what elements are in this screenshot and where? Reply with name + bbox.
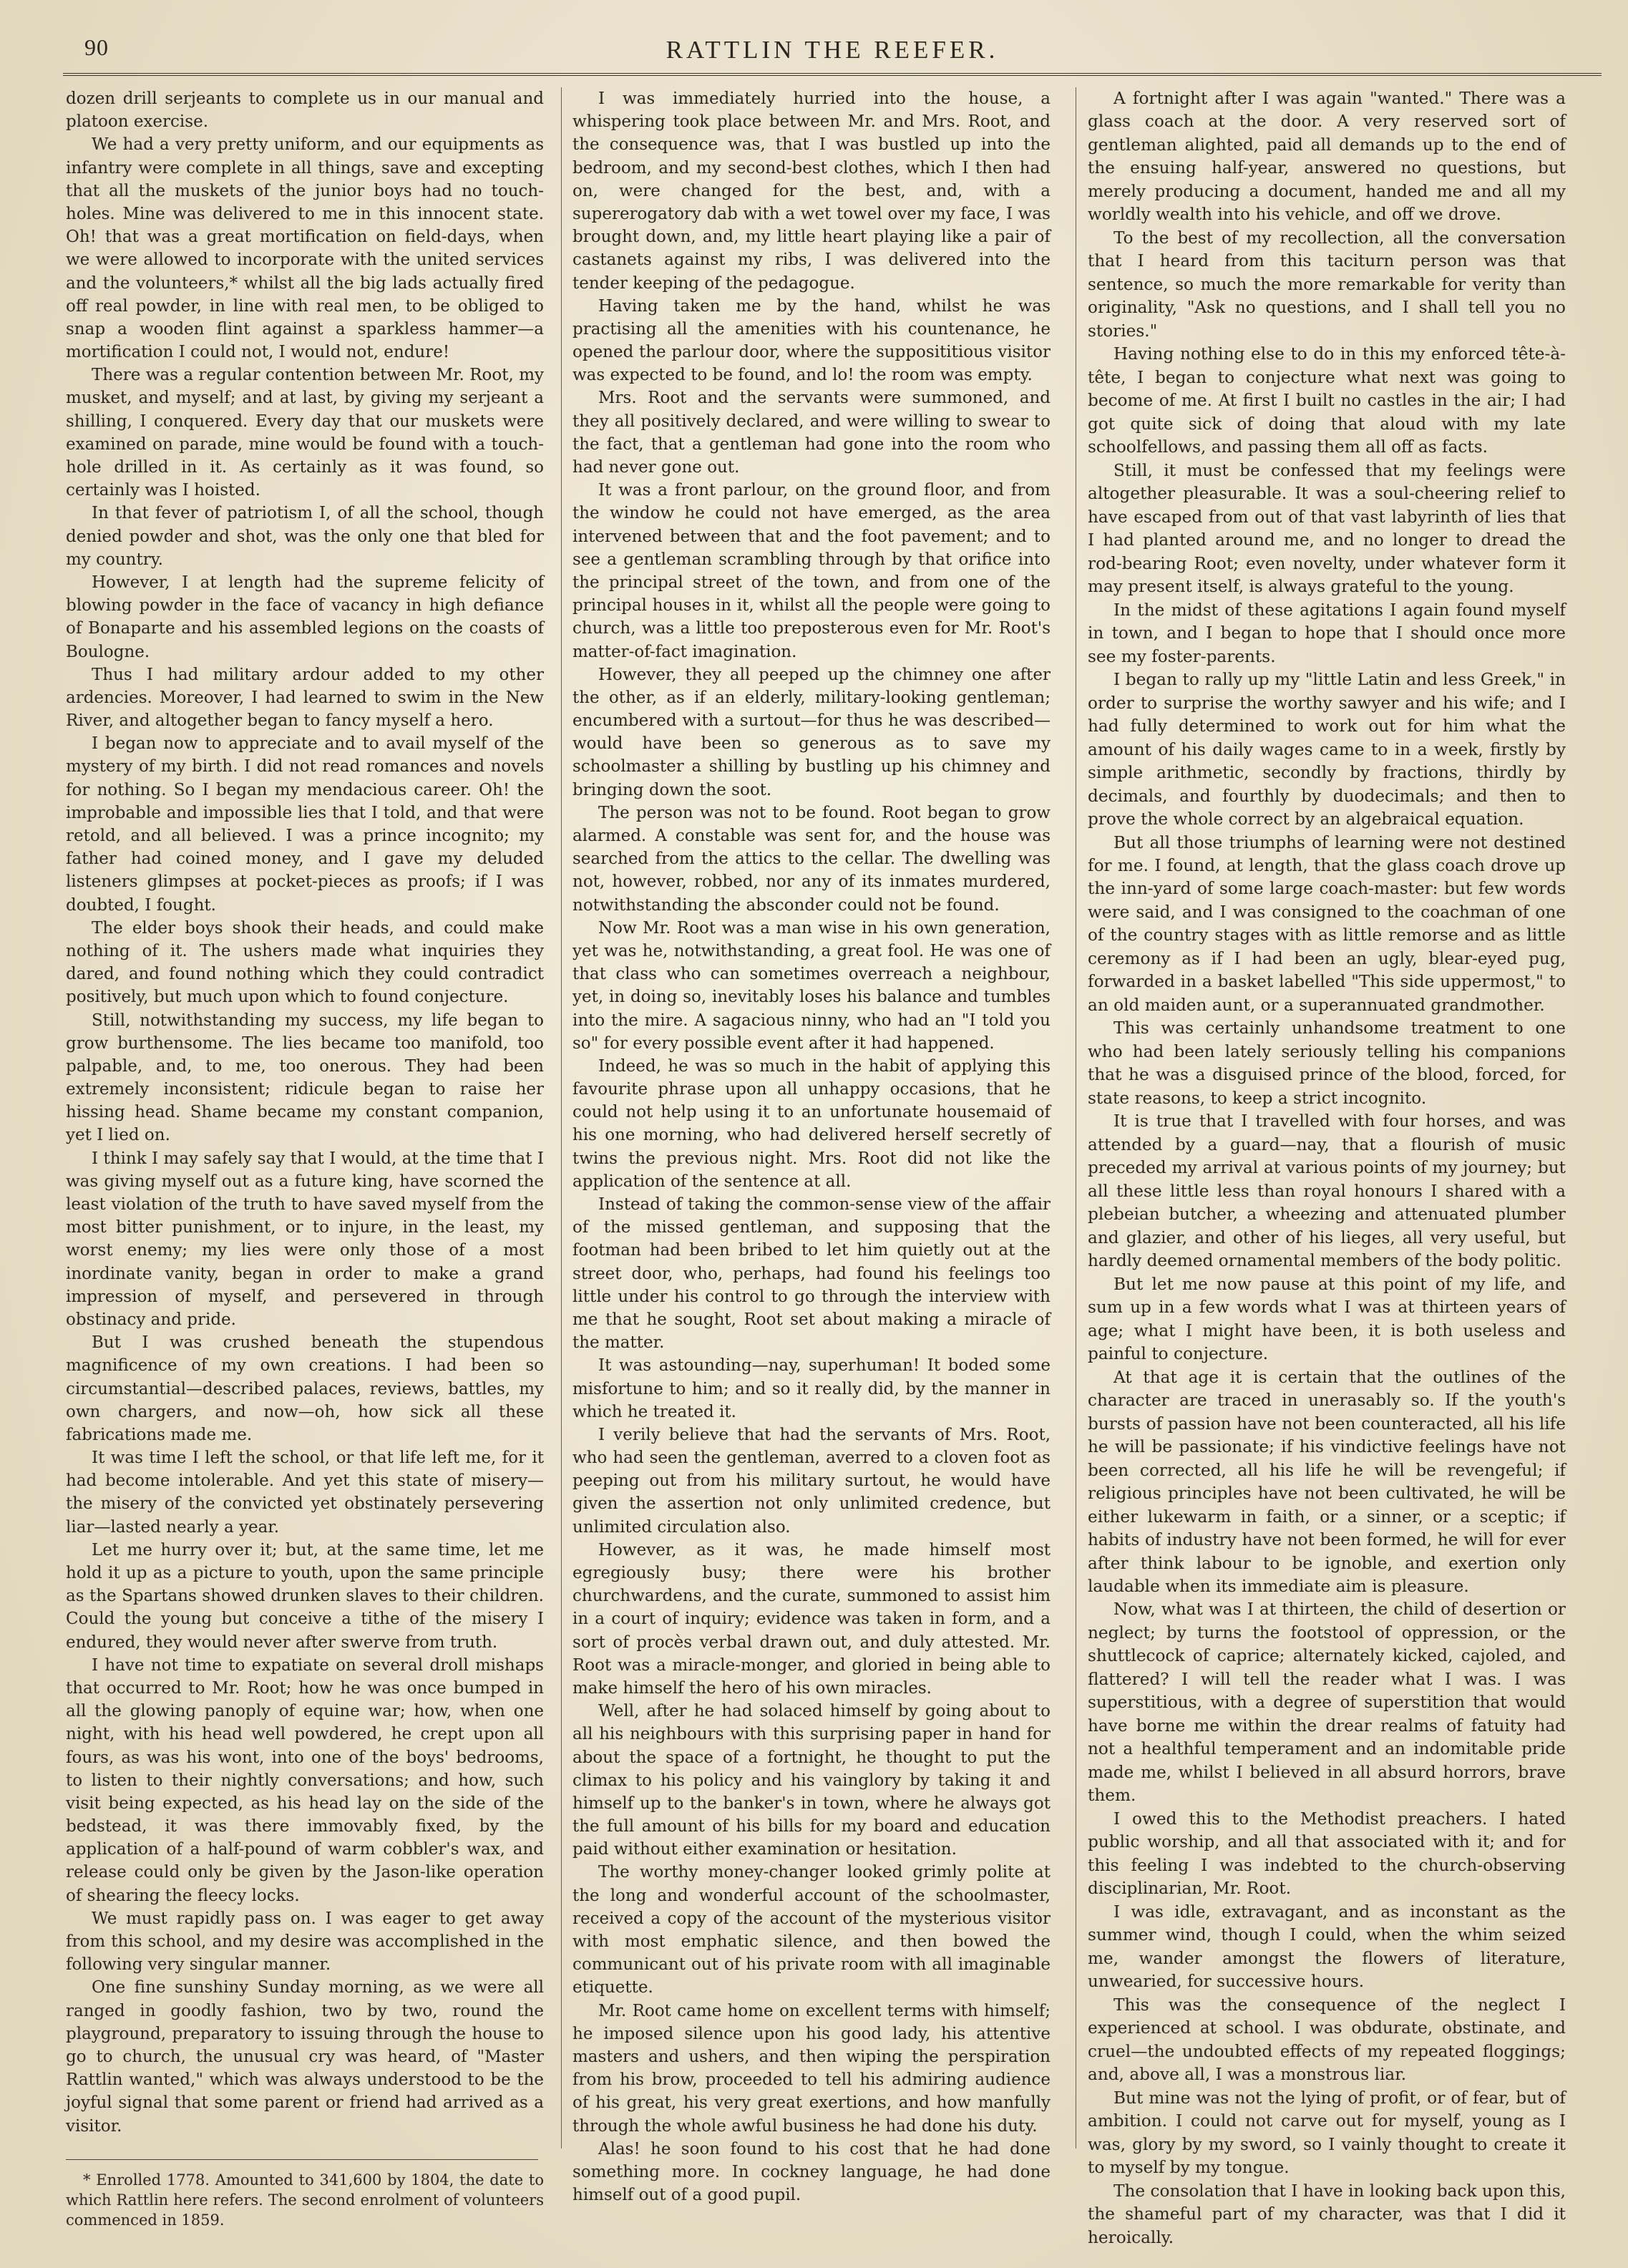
- paragraph: I have not time to expatiate on several droll mishaps that occurred to Mr. Root; how he was once bumped in all the glowing panoply of equine war; how, when one night, with his head well powdered, he crept upon all fours, as was his wont, into one of the boys' bedrooms, to listen to their nightly conversations; and how, such visit being expected, as his head lay on the side of the bedstead, it was there immovably fixed, by the application of a half-pound of warm cobbler's wax, and release could only be given by the Jason-like operation of shearing the fleecy locks.: [66, 1655, 544, 1905]
- paragraph: It was astounding—nay, superhuman! It boded some misfortune to him; and so it really did, by the manner in which he treated it.: [572, 1356, 1051, 1421]
- paragraph: But I was crushed beneath the stupendous magnificence of my own creations. I had been so circumstantial—described palaces, reviews, battles, my own chargers, and now—oh, how sick all these fabrications made me.: [66, 1333, 544, 1444]
- paragraph: Let me hurry over it; but, at the same time, let me hold it up as a picture to youth, upon the same principle as the Spartans showed drunken slaves to their children. Could the young but conceive a tithe of the misery I endured, they would never after swerve from truth.: [66, 1540, 544, 1652]
- paragraph: This was the consequence of the neglect I experienced at school. I was obdurate, obstinate, and cruel—the undoubted effects of my repeated floggings; and, above all, I was a monstrous liar.: [1088, 1995, 1566, 2085]
- paragraph: Still, it must be confessed that my feelings were altogether pleasurable. It was a soul-cheering relief to have escaped from out of that vast labyrinth of lies that I had planted around me, and no longer to dread the rod-bearing Root; even novelty, under whatever form it may present itself, is always grateful to the young.: [1088, 460, 1566, 597]
- paragraph: Having taken me by the hand, whilst he was practising all the amenities with his countenance, he opened the parlour door, where the supposititious visitor was expected to be found, and lo! the room was empty.: [572, 296, 1051, 385]
- paragraph: I verily believe that had the servants of Mrs. Root, who had seen the gentleman, averred to a cloven foot as peeping out from his military surtout, he would have given the assertion not only unlimited credence, but unlimited circulation also.: [572, 1425, 1051, 1537]
- paragraph: We must rapidly pass on. I was eager to get away from this school, and my desire was accomplished in the following very singular manner.: [66, 1909, 544, 1975]
- paragraph: But let me now pause at this point of my life, and sum up in a few words what I was at thirteen years of age; what I might have been, it is both useless and painful to conjecture.: [1088, 1274, 1566, 1364]
- paragraph: In that fever of patriotism I, of all the school, though denied powder and shot, was the only one that bled for my country.: [66, 504, 544, 569]
- paragraph: But mine was not the lying of profit, or of fear, but of ambition. I could not carve out for myself, young as I was, glory by my sword, so I vainly thought to create it to myself by my tongue.: [1088, 2088, 1566, 2178]
- paragraph: Having nothing else to do in this my enforced tête-à-tête, I began to conjecture what next was going to become of me. At first I built no castles in the air; I had got quite sick of doing that aloud with my late schoolfellows, and passing them all off as facts.: [1088, 344, 1566, 457]
- paragraph: Indeed, he was so much in the habit of applying this favourite phrase upon all unhappy occasions, that he could not help using it to an unfortunate housemaid of his one morning, who had delivered herself secretly of twins the previous night. Mrs. Root did not like the application of the sentence at all.: [572, 1056, 1051, 1191]
- paragraph: One fine sunshiny Sunday morning, as we were all ranged in goodly fashion, two by two, round the playground, preparatory to issuing through the house to go to church, the unusual cry was heard, of "Master Rattlin wanted," which was always understood to be the joyful signal that some parent or friend had arrived as a visitor.: [66, 1978, 544, 2136]
- text-column-2: [572, 87, 1051, 2206]
- paragraph: It was a front parlour, on the ground floor, and from the window he could not have emerged, as the area intervened between that and the foot pavement; and to see a gentleman scrambling through by that orifice into the principal street of the town, and from one of the principal houses in it, whilst all the people were going to church, was a little too preposterous even for Mr. Root's matter-of-fact imagination.: [572, 481, 1051, 661]
- paragraph: The person was not to be found. Root began to grow alarmed. A constable was sent for, and the house was searched from the attics to the cellar. The dwelling was not, however, robbed, nor any of its inmates murdered, notwithstanding the absconder could not be found.: [572, 803, 1051, 915]
- paragraph: The worthy money-changer looked grimly polite at the long and wonderful account of the schoolmaster, received a copy of the account of the mysterious visitor with most emphatic silence, and then bowed the communicant out of his private room with all imaginable etiquette.: [572, 1863, 1051, 1997]
- paragraph: I was immediately hurried into the house, a whispering took place between Mr. and Mrs. Root, and the consequence was, that I was bustled up into the bedroom, and my second-best clothes, which I then had on, were changed for the best, and, with a supererogatory dab with a wet towel over my face, I was brought down, and, my little heart playing like a pair of castanets against my ribs, I was delivered into the tender keeping of the pedagogue.: [572, 89, 1051, 293]
- paragraph: I owed this to the Methodist preachers. I hated public worship, and all that associated with it; and for this feeling I was indebted to the church-observing disciplinarian, Mr. Root.: [1088, 1809, 1566, 1899]
- text-column-3: [1088, 87, 1566, 2249]
- paragraph: Instead of taking the common-sense view of the affair of the missed gentleman, and supposing that the footman had been bribed to let him quietly out at the street door, who, perhaps, had found his feelings too little under his control to go through the interview with me that he sought, Root set about making a miracle of the matter.: [572, 1195, 1051, 1353]
- paragraph: Mr. Root came home on excellent terms with himself; he imposed silence upon his good lady, his attentive masters and ushers, and then wiping the perspiration from his brow, proceeded to tell his admiring audience of his great, his very great exertions, and how manfully through the whole awful business he had done his duty.: [572, 2001, 1051, 2136]
- page-header: [63, 30, 1602, 70]
- paragraph: We had a very pretty uniform, and our equipments as infantry were complete in all things, save and excepting that all the muskets of the junior boys had no touch-holes. Mine was delivered to me in this innocent state. Oh! that was a great mortification on field-days, when we were allowed to incorporate with the united services and the volunteers,* whilst all the big lads actually fired off real powder, in line with real men, to be obliged to snap a wooden flint against a sparkless hammer—a mortification I could not, I would not, endure!: [66, 135, 544, 362]
- footnote: * Enrolled 1778. Amounted to 341,600 by 1804, the date to which Rattlin here refers. The second enrolment of volunteers commenced in 1859.: [66, 2171, 544, 2229]
- paragraph: Now, what was I at thirteen, the child of desertion or neglect; by turns the footstool of oppression, or the shuttlecock of caprice; alternately kicked, cajoled, and flattered? I will tell the reader what I was. I was superstitious, with a degree of superstition that would have borne me within the drear realms of fatuity had not a healthful temperament and an indomitable pride made me, whilst I believed in all absurd horrors, brave them.: [1088, 1600, 1566, 1806]
- paragraph: I began to rally up my "little Latin and less Greek," in order to surprise the worthy sawyer and his wife; and I had fully determined to work out for him what the amount of his daily wages came to in a week, firstly by simple arithmetic, secondly by fractions, thirdly by decimals, and fourthly by duodecimals; and then to prove the whole correct by an algebraical equation.: [1088, 670, 1566, 829]
- paragraph: Well, after he had solaced himself by going about to all his neighbours with this surprising paper in hand for about the space of a fortnight, he thought to put the climax to his policy and his vainglory by taking it and himself up to the banker's in town, where he always got the full amount of his bills for my board and education paid without either examination or hesitation.: [572, 1702, 1051, 1859]
- paragraph: Mrs. Root and the servants were summoned, and they all positively declared, and were willing to swear to the fact, that a gentleman had gone into the room who had never gone out.: [572, 389, 1051, 477]
- paragraph: To the best of my recollection, all the conversation that I heard from this taciturn person was that sentence, so much the more remarkable for verity than originality, "Ask no questions, and I shall tell you no stories.": [1088, 228, 1566, 341]
- paragraph: A fortnight after I was again "wanted." There was a glass coach at the door. A very reserved sort of gentleman alighted, paid all demands up to the end of the ensuing half-year, answered no questions, but merely producing a document, handed me and all my worldly wealth into his vehicle, and off we drove.: [1088, 89, 1566, 225]
- paragraph: There was a regular contention between Mr. Root, my musket, and myself; and at last, by giving my serjeant a shilling, I conquered. Every day that our muskets were examined on parade, mine would be found with a touch-hole drilled in it. As certainly as it was found, so certainly was I hoisted.: [66, 366, 544, 500]
- paragraph: Still, notwithstanding my success, my life began to grow burthensome. The lies became too manifold, too palpable, and, to me, too onerous. They had been extremely inconsistent; ridicule began to raise her hissing head. Shame became my constant companion, yet I lied on.: [66, 1011, 544, 1145]
- paragraph: But all those triumphs of learning were not destined for me. I found, at length, that the glass coach drove up the inn-yard of some large coach-master: but few words were said, and I was consigned to the coachman of one of the country stages with as little remorse and as little ceremony as if I had been an ugly, blear-eyed pug, forwarded in a basket labelled "This side uppermost," to an old maiden aunt, or a superannuated grandmother.: [1088, 832, 1566, 1015]
- paragraph: However, they all peeped up the chimney one after the other, as if an elderly, military-looking gentleman; encumbered with a surtout—for thus he was described—would have been so generous as to save my schoolmaster a shilling by bustling up his chimney and bringing down the soot.: [572, 665, 1051, 799]
- paragraph: dozen drill serjeants to complete us in our manual and platoon exercise.: [66, 89, 544, 132]
- paragraph: However, I at length had the supreme felicity of blowing powder in the face of vacancy in high defiance of Bonaparte and his assembled legions on the coasts of Boulogne.: [66, 573, 544, 661]
- running-title: RATTLIN THE REEFER.: [666, 36, 999, 64]
- paragraph: However, as it was, he made himself most egregiously busy; there were his brother churchwardens, and the curate, summoned to assist him in a court of inquiry; evidence was taken in form, and a sort of procès verbal drawn out, and duly attested. Mr. Root was a miracle-monger, and gloried in being able to make himself the hero of his own miracles.: [572, 1540, 1051, 1698]
- column-divider: [561, 87, 562, 2148]
- paragraph: This was certainly unhandsome treatment to one who had been lately seriously telling his companions that he was a disguised prince of the blood, forced, for state reasons, to keep a strict incognito.: [1088, 1018, 1566, 1108]
- paragraph: In the midst of these agitations I again found myself in town, and I began to hope that I should once more see my foster-parents.: [1088, 600, 1566, 666]
- header-rule: [63, 73, 1602, 76]
- footnote-rule: [66, 2159, 538, 2160]
- paragraph: Thus I had military ardour added to my other ardencies. Moreover, I had learned to swim in the New River, and altogether began to fancy myself a hero.: [66, 665, 544, 731]
- paragraph: It was time I left the school, or that life left me, for it had become intolerable. And yet this state of misery—the misery of the convicted yet obstinately persevering liar—lasted nearly a year.: [66, 1449, 544, 1537]
- paragraph: At that age it is certain that the outlines of the character are traced in unerasably so. If the youth's bursts of passion have not been counteracted, all his life he will be passionate; if his vindictive feelings have not been corrected, all his life he will be revengeful; if religious principles have not been cultivated, he will be either lukewarm in faith, or a sinner, or a sceptic; if habits of industry have not been formed, he will for ever after think labour to be ignoble, and exertion only laudable when its immediate aim is pleasure.: [1088, 1367, 1566, 1596]
- paragraph: It is true that I travelled with four horses, and was attended by a guard—nay, that a flourish of music preceded my arrival at various points of my journey; but all these little less than royal honours I shared with a plebeian butcher, a wheezing and attenuated plumber and glazier, and other of his lieges, all very useful, but hardly deemed ornamental members of the body politic.: [1088, 1111, 1566, 1271]
- paragraph: I began now to appreciate and to avail myself of the mystery of my birth. I did not read romances and novels for nothing. So I began my mendacious career. Oh! the improbable and impossible lies that I told, and that were retold, and all believed. I was a prince incognito; my father had coined money, and I gave my deluded listeners glimpses at pocket-pieces as proofs; if I was doubted, I fought.: [66, 734, 544, 915]
- paragraph: Now Mr. Root was a man wise in his own generation, yet was he, notwithstanding, a great fool. He was one of that class who can sometimes overreach a neighbour, yet, in doing so, inevitably loses his balance and tumbles into the mire. A sagacious ninny, who had an "I told you so" for every possible event after it had happened.: [572, 918, 1051, 1053]
- paragraph: I was idle, extravagant, and as inconstant as the summer wind, though I could, when the whim seized me, wander amongst the flowers of literature, unwearied, for successive hours.: [1088, 1902, 1566, 1992]
- text-column-1: [66, 87, 544, 2231]
- paragraph: Alas! he soon found to his cost that he had done something more. In cockney language, he had done himself out of a good pupil.: [572, 2139, 1051, 2205]
- page-number: 90: [84, 34, 109, 60]
- paragraph: I think I may safely say that I would, at the time that I was giving myself out as a future king, have scorned the least violation of the truth to have saved myself from the most bitter punishment, or to injure, in the least, my worst enemy; my lies were only those of a most inordinate vanity, began in order to make a grand impression of myself, and persevered in through obstinacy and pride.: [66, 1149, 544, 1329]
- paragraph: The consolation that I have in looking back upon this, the shameful part of my character, was that I did it heroically.: [1088, 2181, 1566, 2247]
- paragraph: The elder boys shook their heads, and could make nothing of it. The ushers made what inquiries they dared, and found nothing which they could contradict positively, but much upon which to found conjecture.: [66, 918, 544, 1007]
